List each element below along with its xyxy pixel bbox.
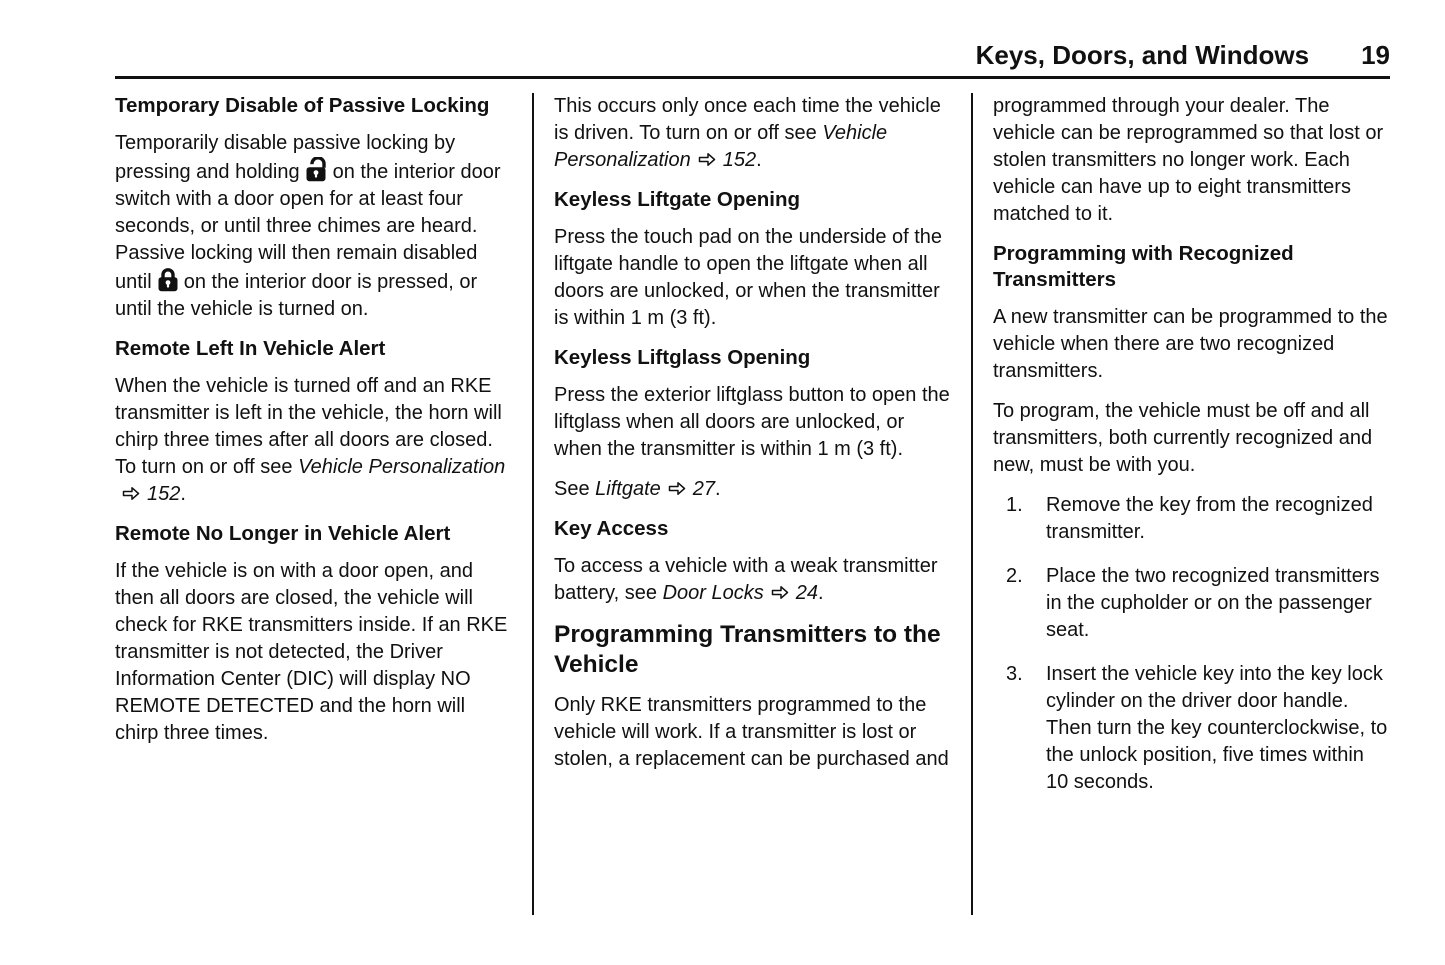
reference-text: Vehicle Personalization: [298, 456, 506, 479]
text-run: on the interior door is pressed, or until the vehicle is turned on.: [115, 271, 478, 321]
reference-text: 152: [147, 483, 181, 506]
xref-arrow-icon: [122, 486, 140, 501]
paragraph: [993, 398, 1390, 479]
steps-list: [993, 492, 1390, 796]
unlocked-padlock-icon: [305, 157, 328, 182]
list-item: [993, 661, 1390, 796]
text-run: See: [554, 478, 596, 501]
list-item: [993, 563, 1390, 644]
reference-text: Liftgate: [595, 478, 661, 501]
list-item-number: 2.: [1006, 565, 1023, 588]
paragraph: [554, 692, 951, 773]
paragraph: [115, 558, 512, 747]
column-2: [554, 93, 951, 915]
section-heading: Remote No Longer in Vehicle Alert: [115, 522, 451, 546]
paragraph: [554, 93, 951, 174]
list-item: [993, 492, 1390, 546]
text-run: on the interior door switch with a door open for at least four seconds, or until three chimes are heard. Passive locking will then remain disabled until: [115, 161, 501, 294]
section-heading: Key Access: [554, 517, 669, 541]
section-heading-large: Programming Transmitters to the Vehicle: [554, 621, 941, 679]
column-divider: [532, 93, 534, 915]
list-item-number: 3.: [1006, 663, 1023, 686]
text-run: .: [756, 149, 762, 172]
paragraph: [554, 224, 951, 332]
section-heading: Remote Left In Vehicle Alert: [115, 337, 386, 361]
page-header: [115, 0, 1390, 79]
reference-text: 24: [795, 582, 818, 605]
text-run: Press the touch pad on the underside of the liftgate handle to open the liftgate when all doors are unlocked, or when the transmitter is within 1 m (3 ft).: [554, 226, 943, 330]
column-1: [115, 93, 512, 915]
column-divider: [971, 93, 973, 915]
list-item-text: Place the two recognized transmitters in the cupholder or on the passenger seat.: [1046, 565, 1380, 642]
text-run: When the vehicle is turned off and an RKE transmitter is left in the vehicle, the horn will chirp three times after all doors are closed. To turn on or off see: [115, 375, 502, 479]
xref-arrow-icon: [698, 152, 716, 167]
section-heading: Programming with Recognized Transmitters: [993, 242, 1294, 292]
section-heading: Keyless Liftgate Opening: [554, 188, 801, 212]
list-item-text: Remove the key from the recognized transmitter.: [1046, 494, 1373, 544]
paragraph: [115, 130, 512, 323]
text-run: .: [180, 483, 186, 506]
text-run: To access a vehicle with a weak transmitter battery, see: [554, 555, 938, 605]
section-heading: Keyless Liftglass Opening: [554, 346, 811, 370]
reference-text: Door Locks: [662, 582, 764, 605]
text-run: .: [715, 478, 721, 501]
reference-text: 27: [692, 478, 716, 501]
reference-text: Vehicle Personalization: [554, 122, 888, 172]
text-run: Press the exterior liftglass button to open the liftglass when all doors are unlocked, or when the transmitter is within 1 m (3 ft).: [554, 384, 950, 461]
paragraph: [993, 93, 1390, 228]
xref-arrow-icon: [771, 585, 789, 600]
content-columns: [115, 93, 1390, 915]
paragraph: [554, 476, 951, 503]
text-run: A new transmitter can be programmed to the vehicle when there are two recognized transmitters.: [993, 306, 1388, 383]
paragraph: [554, 553, 951, 607]
text-run: This occurs only once each time the vehicle is driven. To turn on or off see: [554, 95, 941, 145]
text-run: Only RKE transmitters programmed to the vehicle will work. If a transmitter is lost or stolen, a replacement can be purchased and: [554, 694, 949, 771]
page-number: 19: [1361, 40, 1390, 70]
text-run: programmed through your dealer. The vehicle can be reprogrammed so that lost or stolen transmitters no longer work. Each vehicle can have up to eight transmitters matched to it.: [993, 95, 1384, 226]
reference-text: 152: [722, 149, 757, 172]
text-run: .: [817, 582, 824, 605]
text-run: If the vehicle is on with a door open, and then all doors are closed, the vehicle will check for RKE transmitters inside. If an RKE transmitter is not detected, the Driver Information Center (DIC) will display NO REMOTE DETECTED and the horn will chirp three times.: [115, 560, 508, 745]
section-heading: Temporary Disable of Passive Locking: [115, 94, 490, 118]
paragraph: [993, 304, 1390, 385]
list-item-text: Insert the vehicle key into the key lock cylinder on the driver door handle. Then turn the key counterclockwise, to the unlock position, five times within 10 seconds.: [1046, 663, 1388, 794]
paragraph: [115, 373, 512, 508]
column-3: [993, 93, 1390, 915]
text-run: To program, the vehicle must be off and all transmitters, both currently recognized and new, must be with you.: [993, 400, 1373, 477]
locked-padlock-icon: [157, 267, 179, 292]
xref-arrow-icon: [668, 481, 686, 496]
paragraph: [554, 382, 951, 463]
header-rule: [115, 76, 1390, 79]
list-item-number: 1.: [1006, 494, 1023, 517]
chapter-title: Keys, Doors, and Windows: [975, 40, 1310, 70]
text-run: Temporarily disable passive locking by pressing and holding: [115, 132, 456, 184]
